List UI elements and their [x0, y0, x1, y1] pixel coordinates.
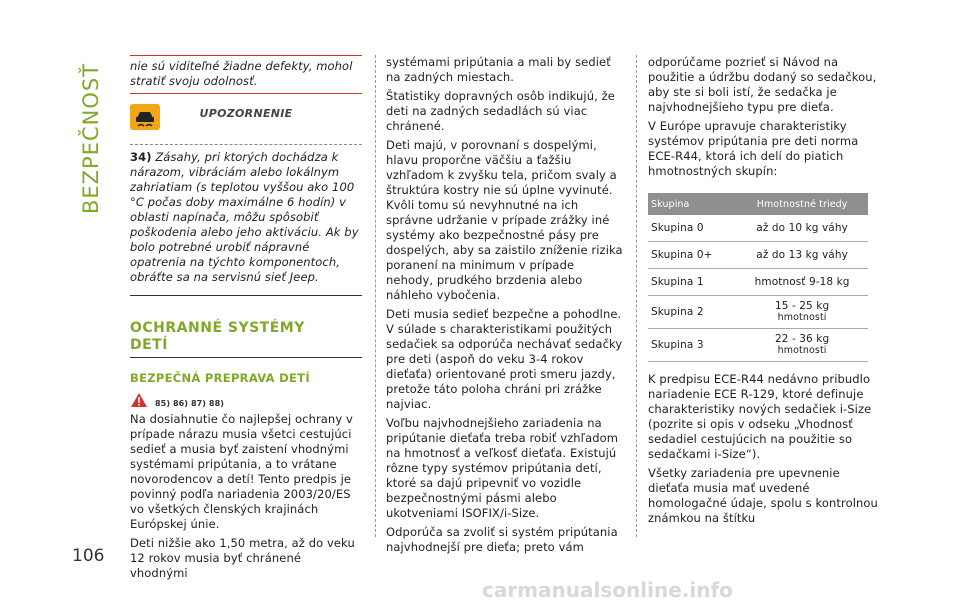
column-3 [648, 55, 878, 530]
reference-numbers: 85) 86) 87) 88) [155, 399, 225, 408]
paragraph: Všetky zariadenia pre upevnenie dieťaťa musia mať uvedené homologačné údaje, spolu s kontrolnou známkou na štítku [648, 466, 878, 525]
cell-weight-unit: hmotnosti [777, 312, 827, 323]
paragraph: Deti nižšie ako 1,50 metra, až do veku 12 rokov musia byť chránené vhodnými [130, 536, 355, 580]
paragraph: systémami pripútania a mali by sedieť na zadných miestach. [386, 55, 611, 84]
column-1 [130, 55, 362, 585]
header-group: Skupina [648, 193, 736, 215]
cell-weight [736, 329, 868, 362]
section-heading-line2: DETÍ [130, 337, 168, 353]
cell-weight-unit: hmotnosti [777, 345, 827, 356]
cell-weight [736, 296, 868, 329]
warning-header [130, 104, 362, 144]
intro-text: nie sú viditeľné žiadne defekty, mohol stratiť svoju odolnosť. [130, 59, 353, 88]
warning-label: UPOZORNENIE [199, 107, 293, 120]
table-header-row [648, 193, 868, 215]
side-title-text: BEZPEČNOSŤ [79, 62, 103, 214]
subsection-heading: BEZPEČNÁ PREPRAVA DETÍ [130, 371, 310, 385]
table-row [648, 296, 868, 329]
cell-weight: hmotnosť 9-18 kg [736, 269, 868, 296]
cell-group: Skupina 0 [648, 215, 736, 242]
cell-group: Skupina 2 [648, 296, 736, 329]
cell-group: Skupina 0+ [648, 242, 736, 269]
warning-text: Zásahy, pri ktorých dochádza k nárazom, vibráciám alebo lokálnym zahriatiam (s teplotou vyššou ako 100 °C počas doby maximálne 6 hodín) v oblasti napínača, môžu spôsobiť poškodenia alebo jeho aktiváciu. Ak by bolo potrebné urobiť nápravné opatrenia na týchto komponentoch, obráťte sa na servisnú sieť Jeep. [130, 150, 359, 284]
column-divider [636, 55, 637, 537]
paragraph: Deti majú, v porovnaní s dospelými, hlavu proporčne väčšiu a ťažšiu vzhľadom k zvyšku tela, pričom svaly a štruktúra kostry nie sú úplne vyvinuté. Kvôli tomu sú nevyhnutné na ich správne udržanie v prípade zrážky iné systémy ako bezpečnostné pásy pre dospelých, aby sa zaistilo zníženie rizika poranení na minimum v prípade nehody, prudkého brzdenia alebo náhleho vybočenia. [386, 138, 623, 302]
header-weight: Hmotnostné triedy [736, 193, 868, 215]
paragraph: Na dosiahnutie čo najlepšej ochrany v prípade nárazu musia všetci cestujúci sedieť a musia byť zaistení vhodnými systémami pripútania, a to vrátane novorodencov a detí! Tento predpis je povinný podľa nariadenia 2003/20/ES vo všetkých členských krajinách Európskej únie. [130, 412, 353, 531]
cell-group: Skupina 3 [648, 329, 736, 362]
cell-weight-value: 22 - 36 kg [774, 333, 830, 345]
page-number: 106 [72, 546, 105, 566]
warning-number: 34) [130, 150, 152, 164]
column-2 [386, 55, 624, 559]
warning-references [130, 392, 362, 408]
paragraph: K predpisu ECE-R44 nedávno pribudlo nariadenie ECE R-129, ktoré definuje charakteristiky nových sedačiek i-Size (pozrite si opis v odseku „Vhodnosť sedadiel cestujúcich na použitie so sedačkami i-Size“). [648, 372, 872, 461]
paragraph: Štatistiky dopravných osôb indikujú, že deti na zadných sedadlách sú viac chránené. [386, 89, 615, 133]
cell-weight: až do 10 kg váhy [736, 215, 868, 242]
table-row [648, 269, 868, 296]
paragraph: odporúčame pozrieť si Návod na použitie a údržbu dodaný so sedačkou, aby ste si boli istí, že sedačka je najvhodnejšieho typu pre dieťa. [648, 55, 877, 114]
table-row [648, 215, 868, 242]
paragraph: Odporúča sa zvoliť si systém pripútania najvhodnejší pre dieťa; preto vám [386, 525, 618, 554]
cell-weight-value: 15 - 25 kg [774, 300, 830, 312]
heading-rule [130, 357, 362, 358]
section-heading [130, 320, 362, 354]
weight-groups-table [648, 193, 868, 362]
paragraph: Voľbu najvhodnejšieho zariadenia na pripútanie dieťaťa treba robiť vzhľadom na hmotnosť a veľkosť dieťaťa. Existujú rôzne typy systémov pripútania detí, ktoré sa dajú pripevniť vo vozidle bezpečnostnými pásmi alebo ukotveniami ISOFIX/i-Size. [386, 416, 619, 520]
warning-triangle-icon [130, 392, 148, 413]
cell-weight: až do 13 kg váhy [736, 242, 868, 269]
weight-groups-table-wrap [648, 193, 878, 362]
section-side-title [70, 56, 110, 216]
column-divider [375, 55, 376, 537]
table-row [648, 242, 868, 269]
red-rule [130, 93, 362, 94]
warning-box [130, 144, 362, 296]
section-heading-line1: OCHRANNÉ SYSTÉMY [130, 320, 305, 336]
paragraph: Deti musia sedieť bezpečne a pohodlne. V súlade s charakteristikami použitých sedačiek sa odporúča nechávať sedačky pre deti (aspoň do veku 3-4 rokov dieťaťa) orientované proti smeru jazdy, pretože táto poloha chráni pri zrážke najviac. [386, 307, 623, 411]
paragraph: V Európe upravuje charakteristiky systémov pripútania pre deti norma ECE-R44, ktorá ich delí do piatich hmotnostných skupín: [648, 119, 859, 178]
table-row [648, 329, 868, 362]
cell-group: Skupina 1 [648, 269, 736, 296]
footer-watermark: carmanualsonline.info [482, 578, 733, 602]
red-rule [130, 55, 362, 56]
